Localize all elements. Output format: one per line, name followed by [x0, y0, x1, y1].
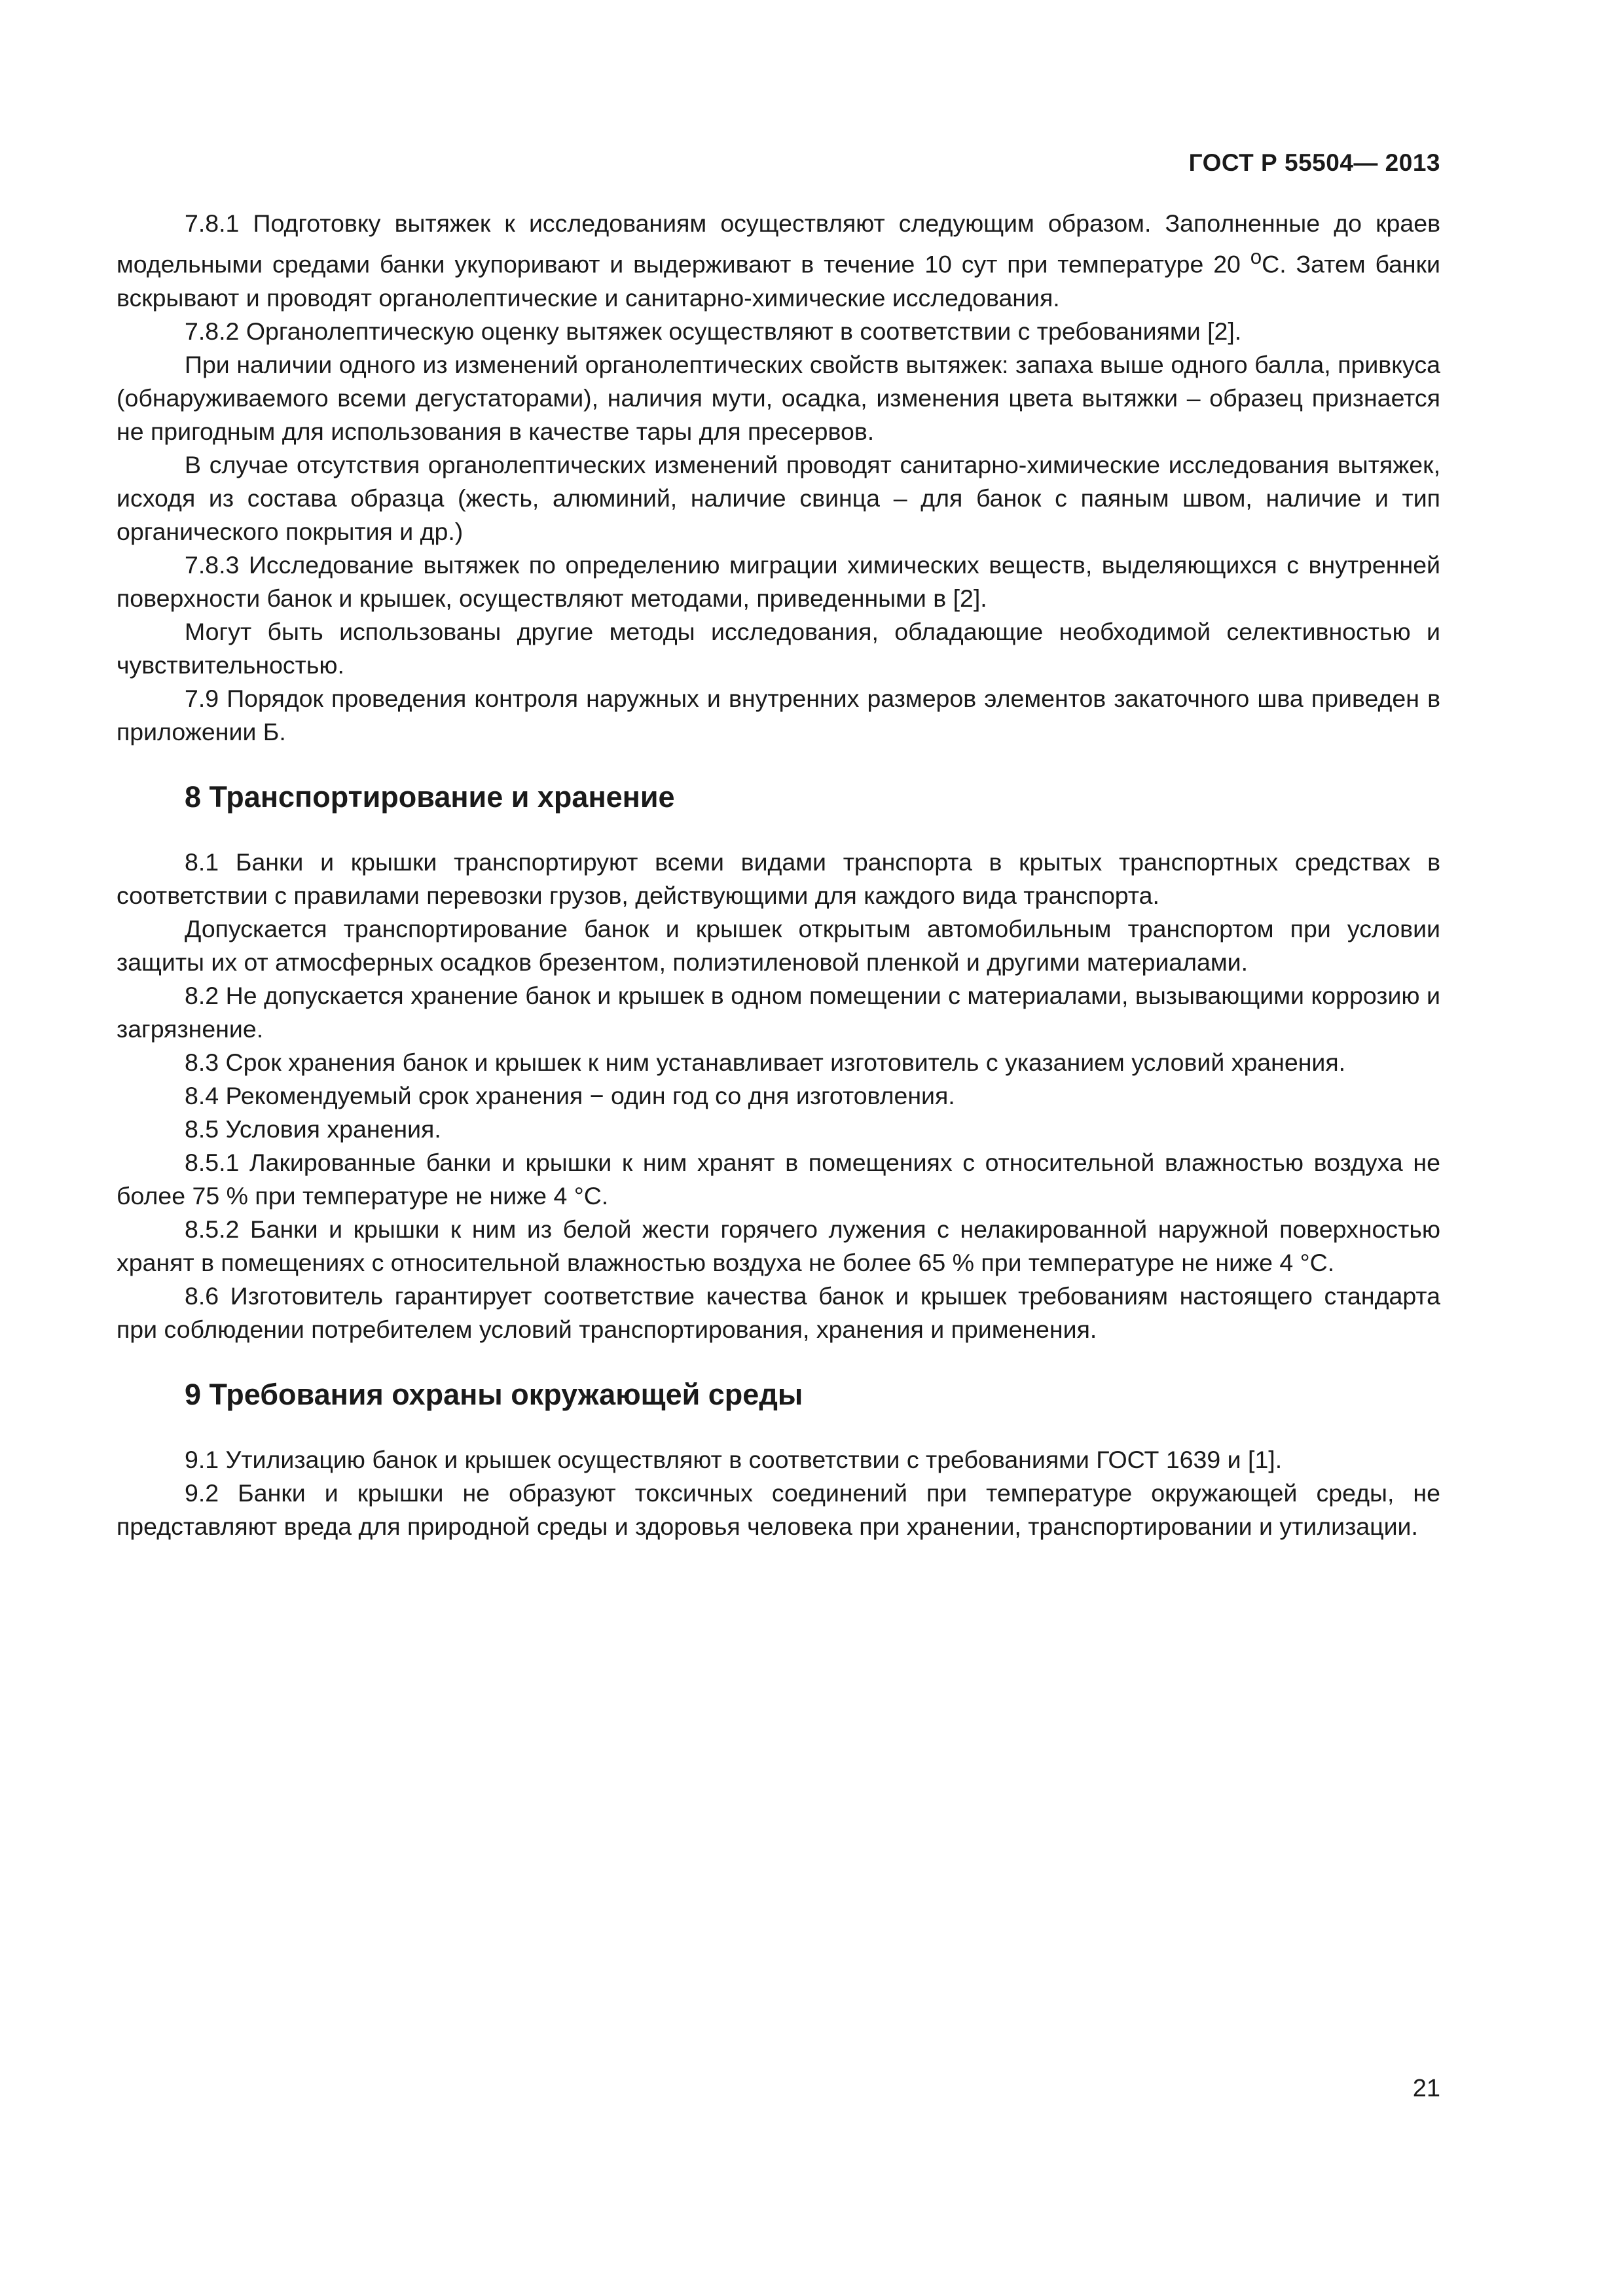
document-page	[117, 0, 1440, 2296]
paragraph-7-8-3: 7.8.3 Исследование вытяжек по определению миграции химических веществ, выделяющихся с внутренней поверхности банок и крышек, осуществляют методами, приведенными в [2].	[117, 550, 1440, 612]
document-body	[117, 207, 1440, 1543]
paragraph-other-methods: Могут быть использованы другие методы исследования, обладающие необходимой селективностью и чувствительностью.	[117, 617, 1440, 679]
page-number: 21	[1412, 2075, 1440, 2102]
paragraph-8-2: 8.2 Не допускается хранение банок и крышек в одном помещении с материалами, вызывающими коррозию и загрязнение.	[117, 981, 1440, 1043]
degree-superscript: o	[1250, 245, 1262, 268]
section-9-heading: 9 Требования охраны окружающей среды	[185, 1377, 803, 1411]
paragraph-7-9: 7.9 Порядок проведения контроля наружных и внутренних размеров элементов закаточного шва приведен в приложении Б.	[117, 684, 1440, 745]
paragraph-8-5-2: 8.5.2 Банки и крышки к ним из белой жести горячего лужения с нелакированной наружной поверхностью хранят в помещениях с относительной влажностью воздуха не более 65 % при температуре не ниже 4 °С.	[117, 1215, 1440, 1276]
paragraph-7-8-2: 7.8.2 Органолептическую оценку вытяжек осуществляют в соответствии с требованиями [2].	[185, 317, 1242, 345]
paragraph-8-5-1: 8.5.1 Лакированные банки и крышки к ним хранят в помещениях с относительной влажностью воздуха не более 75 % при температуре не ниже 4 °С.	[117, 1148, 1440, 1210]
paragraph-7-8-1	[117, 207, 1440, 315]
paragraph-no-changes: В случае отсутствия органолептических изменений проводят санитарно-химические исследования вытяжек, исходя из состава образца (жесть, алюминий, наличие свинца – для банок с паяным швом, наличие и тип органического покрытия и др.)	[117, 450, 1440, 545]
paragraph-7-8-1-part-a: 7.8.1 Подготовку вытяжек к исследованиям осуществляют следующим образом. Заполненные до краев модельными средами банки укупоривают и выдерживают в течение 10 сут при температуре 20	[117, 209, 1440, 278]
paragraph-8-4: 8.4 Рекомендуемый срок хранения − один год со дня изготовления.	[185, 1081, 955, 1109]
paragraph-open-transport: Допускается транспортирование банок и крышек открытым автомобильным транспортом при условии защиты их от атмосферных осадков брезентом, полиэтиленовой пленкой и другими материалами.	[117, 914, 1440, 976]
paragraph-7-8-1-part-b: С. Затем банки вскрывают и проводят органолептические и санитарно-химические исследования.	[117, 250, 1440, 312]
document-id-header: ГОСТ Р 55504— 2013	[1188, 149, 1440, 176]
paragraph-8-1: 8.1 Банки и крышки транспортируют всеми видами транспорта в крытых транспортных средствах в соответствии с правилами перевозки грузов, действующими для каждого вида транспорта.	[117, 848, 1440, 909]
paragraph-9-1: 9.1 Утилизацию банок и крышек осуществляют в соответствии с требованиями ГОСТ 1639 и [1].	[185, 1445, 1283, 1473]
paragraph-8-6: 8.6 Изготовитель гарантирует соответствие качества банок и крышек требованиям настоящего стандарта при соблюдении потребителем условий транспортирования, хранения и применения.	[117, 1282, 1440, 1343]
section-8-heading: 8 Транспортирование и хранение	[185, 780, 675, 814]
paragraph-organoleptic-changes: При наличии одного из изменений органолептических свойств вытяжек: запаха выше одного балла, привкуса (обнаруживаемого всеми дегустаторами), наличия мути, осадка, изменения цвета вытяжки – образец признается не пригодным для использования в качестве тары для пресервов.	[117, 350, 1440, 445]
paragraph-8-3: 8.3 Срок хранения банок и крышек к ним устанавливает изготовитель с указанием условий хранения.	[185, 1048, 1346, 1076]
paragraph-8-5: 8.5 Условия хранения.	[185, 1115, 441, 1143]
paragraph-9-2: 9.2 Банки и крышки не образуют токсичных соединений при температуре окружающей среды, не представляют вреда для природной среды и здоровья человека при хранении, транспортировании и утилизации.	[117, 1479, 1440, 1540]
